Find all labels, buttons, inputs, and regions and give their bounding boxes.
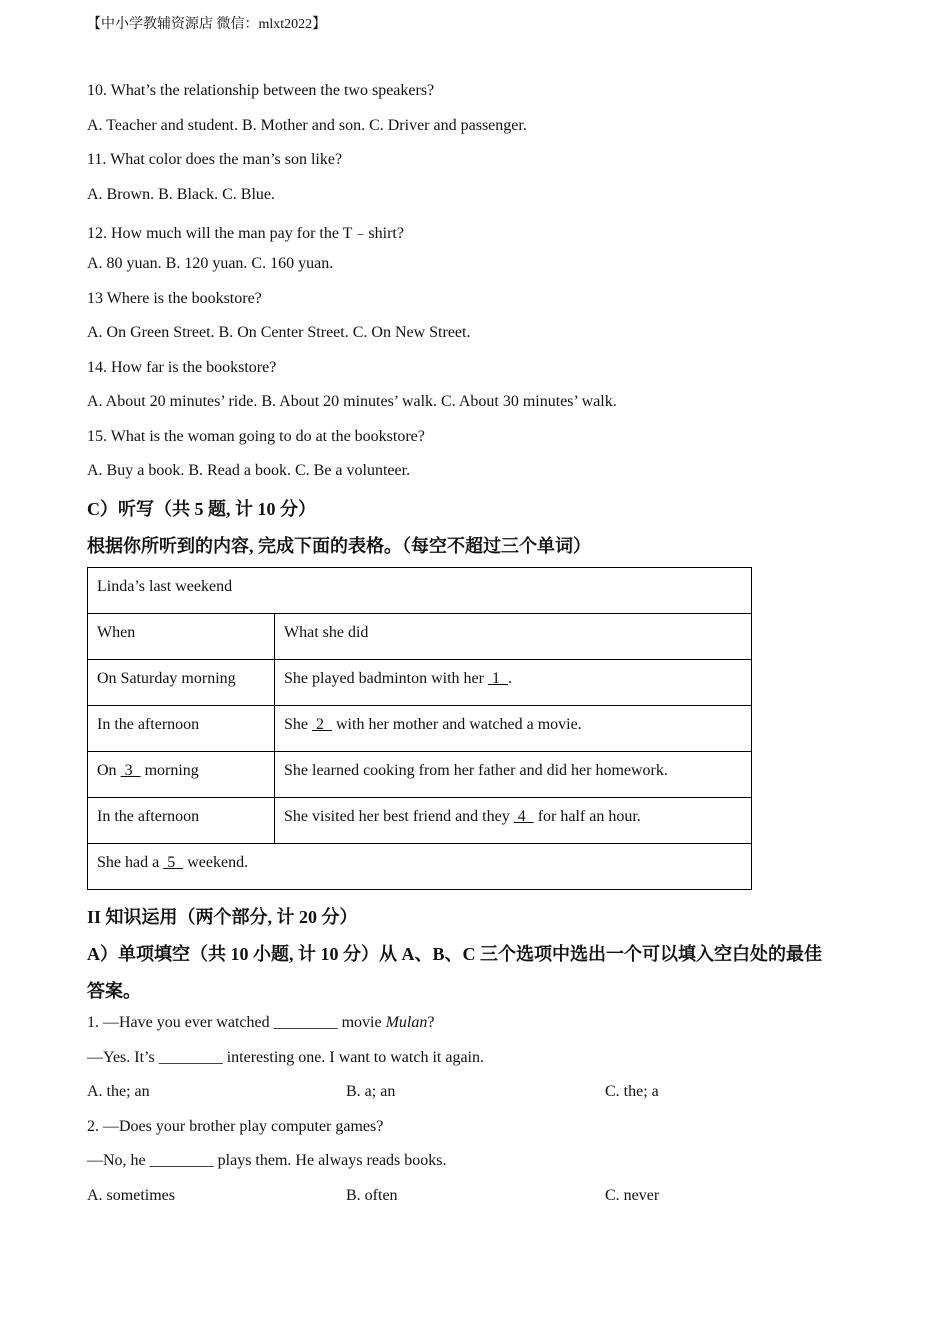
question-13-options: A. On Green Street. B. On Center Street. C. On New Street.	[87, 324, 471, 341]
row4-text: She visited her best friend and they	[284, 808, 514, 825]
table-row	[88, 844, 752, 890]
question-11-options: A. Brown. B. Black. C. Blue.	[87, 186, 275, 203]
blank-2: 2	[312, 716, 332, 733]
row1-text-end: .	[507, 670, 512, 687]
row1-when: On Saturday morning	[88, 660, 275, 706]
question-13: 13 Where is the bookstore?	[87, 290, 262, 307]
blank-4: 4	[513, 808, 534, 825]
table-row	[88, 706, 752, 752]
col-when-header: When	[88, 614, 275, 660]
blank-3: 3	[120, 762, 141, 779]
dictation-table	[87, 567, 752, 890]
table-row	[88, 614, 752, 660]
mcq-2-option-b: B. often	[346, 1187, 398, 1204]
mcq-1-stem: 1. —Have you ever watched ________ movie	[87, 1014, 386, 1031]
blank-5: 5	[163, 854, 184, 871]
table-row	[88, 660, 752, 706]
row3-when	[88, 752, 275, 798]
mcq-1-stem-end: ?	[427, 1014, 435, 1031]
row3-what: She learned cooking from her father and did her homework.	[275, 752, 752, 798]
row2-when: In the afternoon	[88, 706, 275, 752]
table-row	[88, 568, 752, 614]
mcq-2-line1: 2. —Does your brother play computer games?	[87, 1118, 384, 1135]
question-15-options: A. Buy a book. B. Read a book. C. Be a volunteer.	[87, 462, 411, 479]
row3-when-end: morning	[140, 762, 199, 779]
section-a-title-line2: 答案。	[87, 981, 141, 1001]
mcq-1-option-c: C. the; a	[605, 1083, 659, 1100]
question-10: 10. What’s the relationship between the two speakers?	[87, 82, 435, 99]
mcq-2-option-a: A. sometimes	[87, 1187, 175, 1204]
question-14-options: A. About 20 minutes’ ride. B. About 20 minutes’ walk. C. About 30 minutes’ walk.	[87, 393, 617, 410]
row2-what	[275, 706, 752, 752]
question-12-options: A. 80 yuan. B. 120 yuan. C. 160 yuan.	[87, 255, 334, 272]
page-header: 【中小学教辅资源店 微信：mlxt2022】	[87, 17, 327, 32]
mcq-1-line1	[87, 1014, 434, 1032]
row4-when: In the afternoon	[88, 798, 275, 844]
row4-text-end: for half an hour.	[533, 808, 641, 825]
question-15: 15. What is the woman going to do at the bookstore?	[87, 428, 425, 445]
question-14: 14. How far is the bookstore?	[87, 359, 277, 376]
row1-what	[275, 660, 752, 706]
row3-when-text: On	[97, 762, 121, 779]
col-what-header: What she did	[275, 614, 752, 660]
mcq-2-option-c: C. never	[605, 1187, 660, 1204]
section-ii-title: II 知识运用（两个部分, 计 20 分）	[87, 907, 358, 927]
question-12: 12. How much will the man pay for the T﹣shirt?	[87, 225, 404, 242]
mcq-1-movie-title: Mulan	[385, 1014, 428, 1031]
mcq-2-line2: —No, he ________ plays them. He always reads books.	[87, 1152, 447, 1169]
mcq-1-option-b: B. a; an	[346, 1083, 396, 1100]
table-row	[88, 798, 752, 844]
mcq-1-line2: —Yes. It’s ________ interesting one. I want to watch it again.	[87, 1049, 484, 1066]
question-11: 11. What color does the man’s son like?	[87, 151, 343, 168]
table-footer	[88, 844, 752, 890]
row2-text: She	[284, 716, 312, 733]
footer-text: She had a	[97, 854, 164, 871]
row4-what	[275, 798, 752, 844]
mcq-1-option-a: A. the; an	[87, 1083, 150, 1100]
footer-text-end: weekend.	[183, 854, 249, 871]
section-c-title: C）听写（共 5 题, 计 10 分）	[87, 499, 316, 519]
table-row	[88, 752, 752, 798]
blank-1: 1	[487, 670, 508, 687]
section-a-title-line1: A）单项填空（共 10 小题, 计 10 分）从 A、B、C 三个选项中选出一个可以填入空白处的最佳	[87, 944, 822, 964]
table-title: Linda’s last weekend	[88, 568, 752, 614]
row1-text: She played badminton with her	[284, 670, 488, 687]
section-c-instruction: 根据你所听到的内容, 完成下面的表格。（每空不超过三个单词）	[87, 536, 591, 556]
question-10-options: A. Teacher and student. B. Mother and son. C. Driver and passenger.	[87, 117, 527, 134]
row2-text-end: with her mother and watched a movie.	[332, 716, 582, 733]
